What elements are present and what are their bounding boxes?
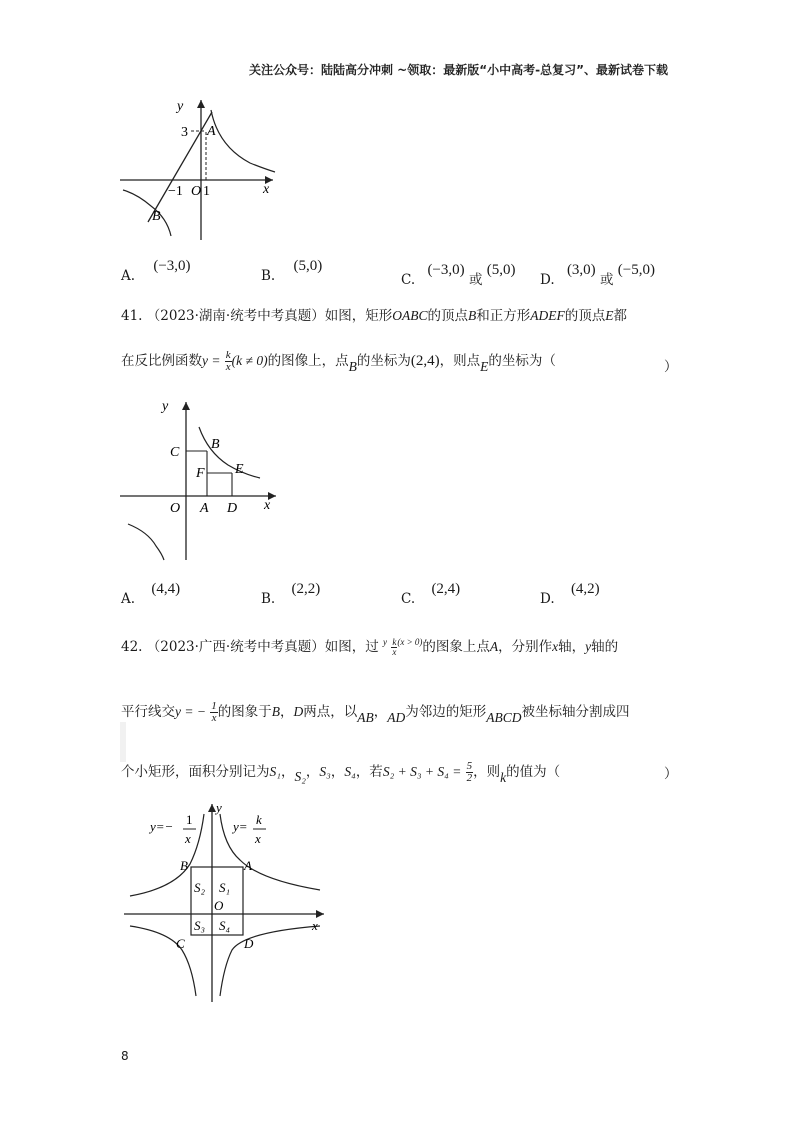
text: 的坐标为（ [488,353,556,369]
area-s3-label: S₃ [194,918,206,933]
option-b-label: B. [261,591,276,607]
text: 在反比例函数 [121,353,202,369]
text: 的图像上，点 [267,353,349,369]
option-b-value: (2,2) [291,581,321,597]
option-d[interactable] [540,262,655,289]
origin-label: O [214,898,224,913]
option-c[interactable] [401,262,516,289]
denominator: x [392,647,397,657]
math-x: x [552,639,559,654]
area-s2-label: S₂ [194,880,206,895]
y-axis-label: y [177,99,184,114]
y-axis-label: y [216,800,222,815]
right-function-denominator: x [255,831,261,846]
option-a[interactable] [121,581,181,608]
numerator: 1 [211,700,217,712]
text: ，分别作 [498,639,553,655]
text: 的顶点 [427,308,468,324]
option-a-value: (−3,0) [153,258,191,274]
math-k: k [500,770,507,785]
label-three: 3 [181,125,188,140]
point-d-label: D [244,936,254,951]
math-s3: S₃ [319,764,331,779]
question-source: （2023·广西·统考中考真题）如图，过 [146,639,379,655]
text: 和正方形 [476,308,531,324]
origin-label: O [170,501,181,516]
text: 为邻边的矩形 [405,704,487,720]
question-42-line-1 [121,637,618,658]
point-a-label: A [244,858,252,873]
option-c-value: (2,4) [431,581,461,597]
text: 平行线交 [121,704,175,720]
label-minus-one: −1 [168,184,183,199]
numerator: 5 [466,760,473,772]
x-axis-label: x [263,182,270,197]
figure-42 [120,800,340,1010]
math-s1: S₁ [269,764,281,779]
scan-artifact [120,722,126,762]
figure-41 [118,396,283,564]
text: 被坐标轴分割成四 [521,704,630,720]
option-c-label: C. [401,591,416,607]
text: 的坐标为 [356,353,411,369]
option-d-value-1: (3,0) [566,262,596,278]
x-axis-label: x [312,918,318,933]
text: 的顶点 [564,308,606,324]
point-c-label: C [176,936,185,951]
math-abcd: ABCD [486,710,522,725]
y-axis-label: y [162,399,169,414]
denominator: x [211,712,217,724]
numerator: k [225,349,231,361]
text: ，若 [355,764,383,780]
question-41-line-2 [121,350,556,373]
point-c-label: C [170,445,180,460]
option-d-or: 或 [599,272,614,288]
text: ， [330,764,345,780]
option-c-label: C. [401,272,416,288]
denominator: x [225,361,231,373]
text: 个小矩形，面积分别记为 [121,764,270,780]
option-c-value-1: (−3,0) [427,262,465,278]
math-b: B [271,704,281,719]
page-header: 关注公众号：陆陆高分冲刺 ~领取：最新版“小中高考-总复习”、最新试卷下载 [249,63,668,77]
figure-40 [115,96,285,246]
math-y: y [383,637,388,647]
question-41-line-1 [121,306,627,326]
text: 都 [613,308,627,324]
option-b-value: (5,0) [293,258,323,274]
answer-bracket-close: ） [664,766,678,782]
math-condition: (x > 0) [397,637,423,647]
math-a: A [489,639,499,654]
option-b[interactable] [261,258,323,285]
option-d-label: D. [540,591,555,607]
option-b[interactable] [261,581,321,608]
text: 轴的 [591,639,619,655]
text: 两点，以 [303,704,358,720]
math-s4: S₄ [344,764,356,779]
area-s1-label: S₁ [219,880,231,895]
math-ad: AD [387,710,406,725]
page-number: 8 [121,1049,129,1063]
point-a-label: A [200,501,209,516]
origin-label: O [191,184,202,199]
point-e-label: E [235,462,244,477]
math-y: y = [202,353,221,368]
option-d[interactable] [540,581,600,608]
text: ， [280,704,294,720]
option-d-value: (4,2) [570,581,600,597]
option-a[interactable] [121,258,191,285]
math-adef: ADEF [530,308,565,323]
text: ，则点 [439,353,481,369]
option-b-label: B. [261,268,276,284]
text: 的值为（ [506,764,561,780]
math-condition: (k ≠ 0) [231,353,268,368]
option-a-label: A. [121,268,136,284]
coordinate-b: (2,4) [410,353,440,369]
question-42-line-3 [121,761,560,784]
math-oabc: OABC [392,308,428,323]
text: ， [373,704,388,720]
area-s4-label: S₄ [219,918,231,933]
question-42-line-2 [121,701,630,724]
right-function-numerator: k [256,812,262,827]
x-axis-label: x [264,498,271,513]
left-function-numerator: 1 [186,812,193,827]
question-source: （2023·湖南·统考中考真题）如图，矩形 [146,308,393,324]
label-one: 1 [203,184,210,199]
point-b-label: B [180,858,188,873]
option-d-value-2: (−5,0) [617,262,655,278]
left-function-denominator: x [185,831,191,846]
fraction-1-over-x [210,701,218,724]
math-b: B [467,308,477,323]
denominator: 2 [466,772,473,784]
text: ， [305,764,320,780]
math-b: B [348,359,357,374]
point-f-label: F [196,466,205,481]
option-a-value: (4,4) [151,581,181,597]
fraction-k-over-x [225,350,232,373]
math-d: D [293,704,304,719]
text: 的图象上点 [422,639,490,655]
point-a-label: A [207,124,216,139]
text: ， [280,764,295,780]
math-y: y [585,639,592,654]
math-sum: S₂ + S₃ + S₄ = [382,764,462,779]
question-number: 41. [121,308,143,324]
text: ，则 [473,764,501,780]
answer-bracket-close: ） [664,359,678,375]
math-s2: S₂ [294,769,306,784]
option-c-value-2: (5,0) [486,262,516,278]
math-y-neg: y = − [175,704,206,719]
option-c-or: 或 [468,272,483,288]
text: 轴， [558,639,586,655]
math-e: E [480,359,489,374]
option-a-label: A. [121,591,136,607]
text: 的图象于 [217,704,272,720]
point-b-label: B [152,209,161,224]
right-function-label: y= [233,819,248,834]
option-d-label: D. [540,272,555,288]
math-e: E [605,308,614,323]
math-ab: AB [357,710,374,725]
left-function-label: y=− [150,819,174,834]
question-number: 42. [121,639,143,655]
numerator: k [392,637,397,647]
point-b-label: B [211,437,220,452]
point-d-label: D [227,501,238,516]
option-c[interactable] [401,581,461,608]
